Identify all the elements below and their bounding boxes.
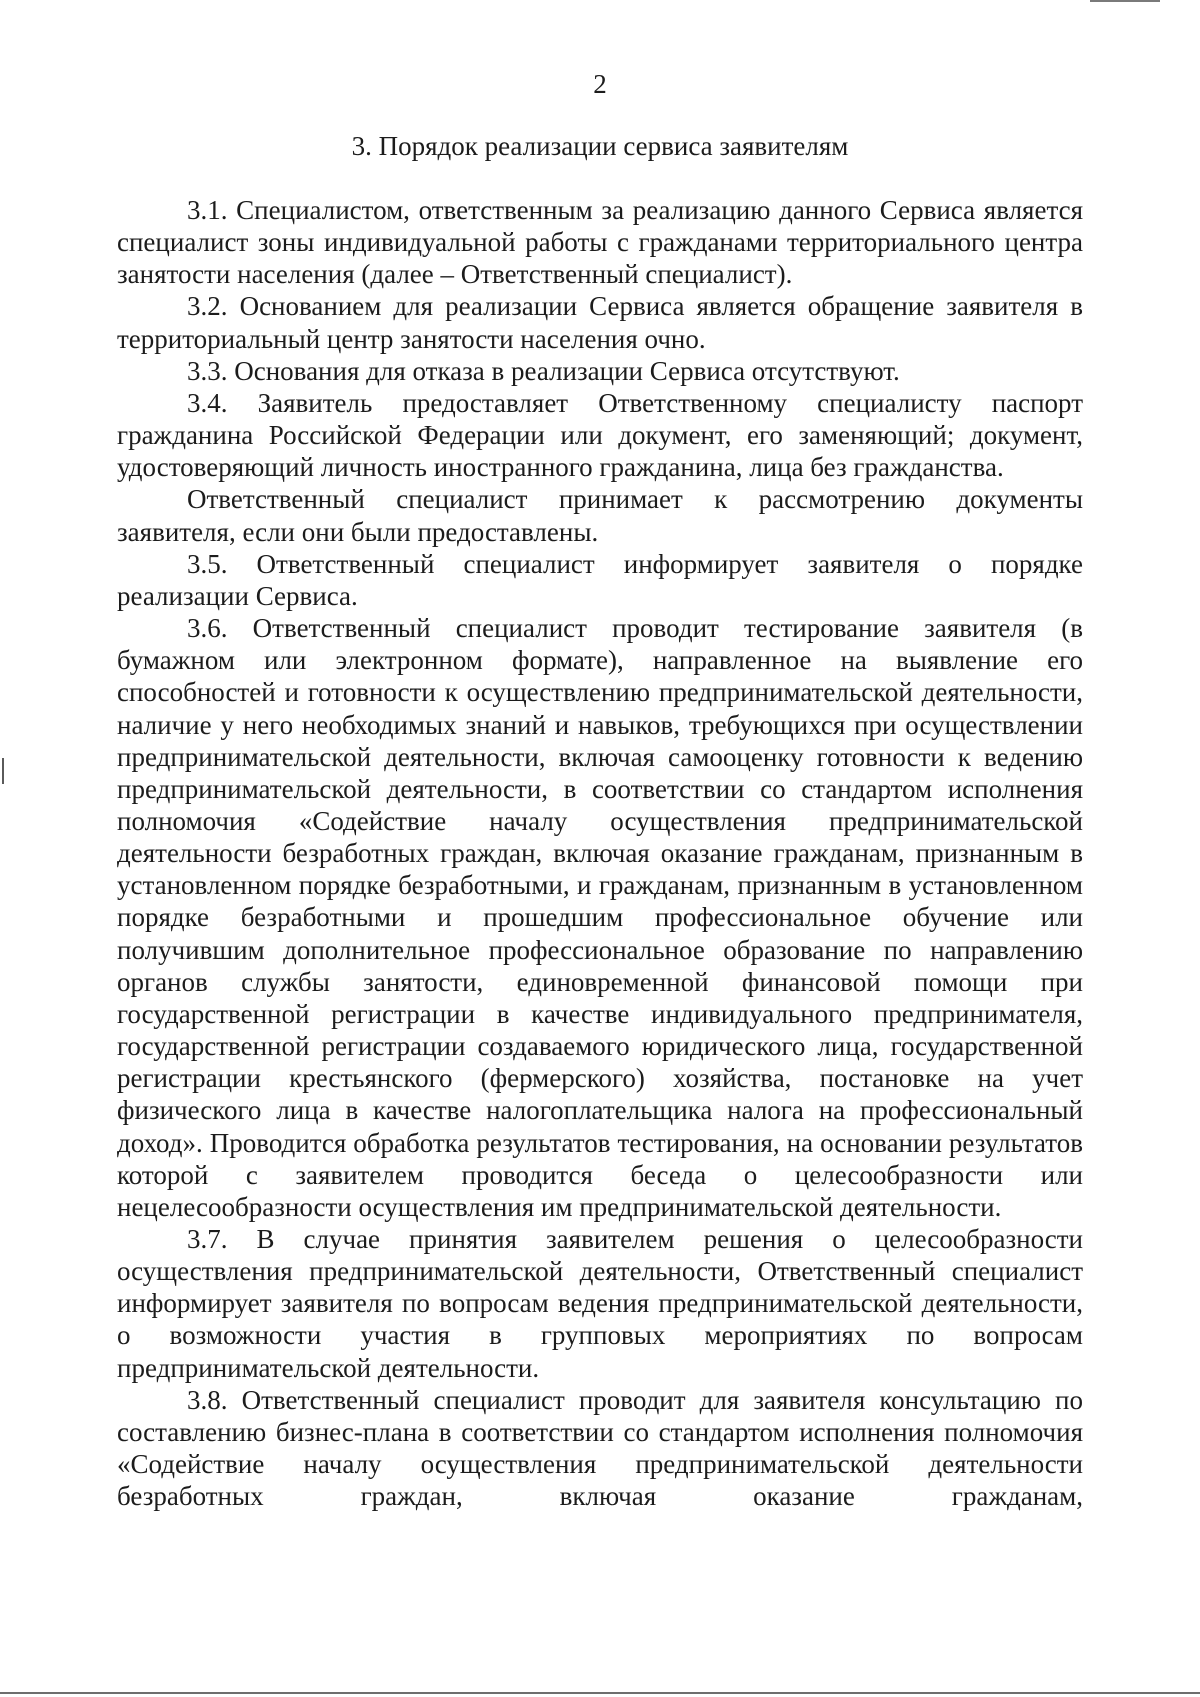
document-body — [117, 194, 1083, 1512]
paragraph-3-3: 3.3. Основания для отказа в реализации Сервиса отсутствуют. — [187, 355, 900, 386]
scan-edge-mark-left — [2, 758, 4, 784]
paragraph-3-5: 3.5. Ответственный специалист информирует заявителя о порядке реализации Сервиса. — [117, 548, 1083, 611]
paragraph-3-7: 3.7. В случае принятия заявителем решения о целесообразности осуществления предпринимательской деятельности, Ответственный специалист информирует заявителя по вопросам ведения предпринимательской деятельности, о возможности участия в групповых мероприятиях по вопросам предпринимательской деятельности. — [117, 1224, 1083, 1383]
paragraph-3-4-continued: Ответственный специалист принимает к рассмотрению документы заявителя, если они были предоставлены. — [117, 484, 1083, 547]
paragraph-3-6: 3.6. Ответственный специалист проводит тестирование заявителя (в бумажном или электронном формате), направленное на выявление его способностей и готовности к осуществлению предпринимательской деятельности, наличие у него необходимых знаний и навыков, требующихся при осуществлении предпринимательской деятельности, включая самооценку готовности к ведению предпринимательской деятельности, в соответствии со стандартом исполнения полномочия «Содействие началу осуществления предпринимательской деятельности безработных граждан, включая оказание гражданам, признанным в установленном порядке безработными, и гражданам, признанным в установленном порядке безработными и прошедшим профессиональное обучение или получившим дополнительное профессиональное образование по направлению органов службы занятости, единовременной финансовой помощи при государственной регистрации в качестве индивидуального предпринимателя, государственной регистрации создаваемого юридического лица, государственной регистрации крестьянского (фермерского) хозяйства, постановке на учет физического лица в качестве налогоплательщика налога на профессиональный доход». Проводится обработка результатов тестирования, на основании результатов которой с заявителем проводится беседа о целесообразности или нецелесообразности осуществления им предпринимательской деятельности. — [117, 613, 1083, 1222]
section-title: 3. Порядок реализации сервиса заявителям — [351, 131, 849, 161]
paragraph-3-1: 3.1. Специалистом, ответственным за реализацию данного Сервиса является специалист зоны индивидуальной работы с гражданами территориального центра занятости населения (далее – Ответственный специалист). — [117, 195, 1083, 290]
paragraph-3-2: 3.2. Основанием для реализации Сервиса является обращение заявителя в территориальный центр занятости населения очно. — [117, 291, 1083, 354]
scan-edge-mark-bottom — [0, 1692, 1200, 1694]
paragraph-3-4: 3.4. Заявитель предоставляет Ответственному специалисту паспорт гражданина Российской Федерации или документ, его заменяющий; документ, удостоверяющий личность иностранного гражданина, лица без гражданства. — [117, 387, 1083, 483]
scan-edge-mark-top — [1090, 0, 1160, 2]
page-number: 2 — [593, 69, 607, 99]
paragraph-3-8: 3.8. Ответственный специалист проводит для заявителя консультацию по составлению бизнес-плана в соответствии со стандартом исполнения полномочия «Содействие началу осуществления предпринимательской деятельности безработных граждан, включая оказание гражданам, — [117, 1384, 1083, 1512]
